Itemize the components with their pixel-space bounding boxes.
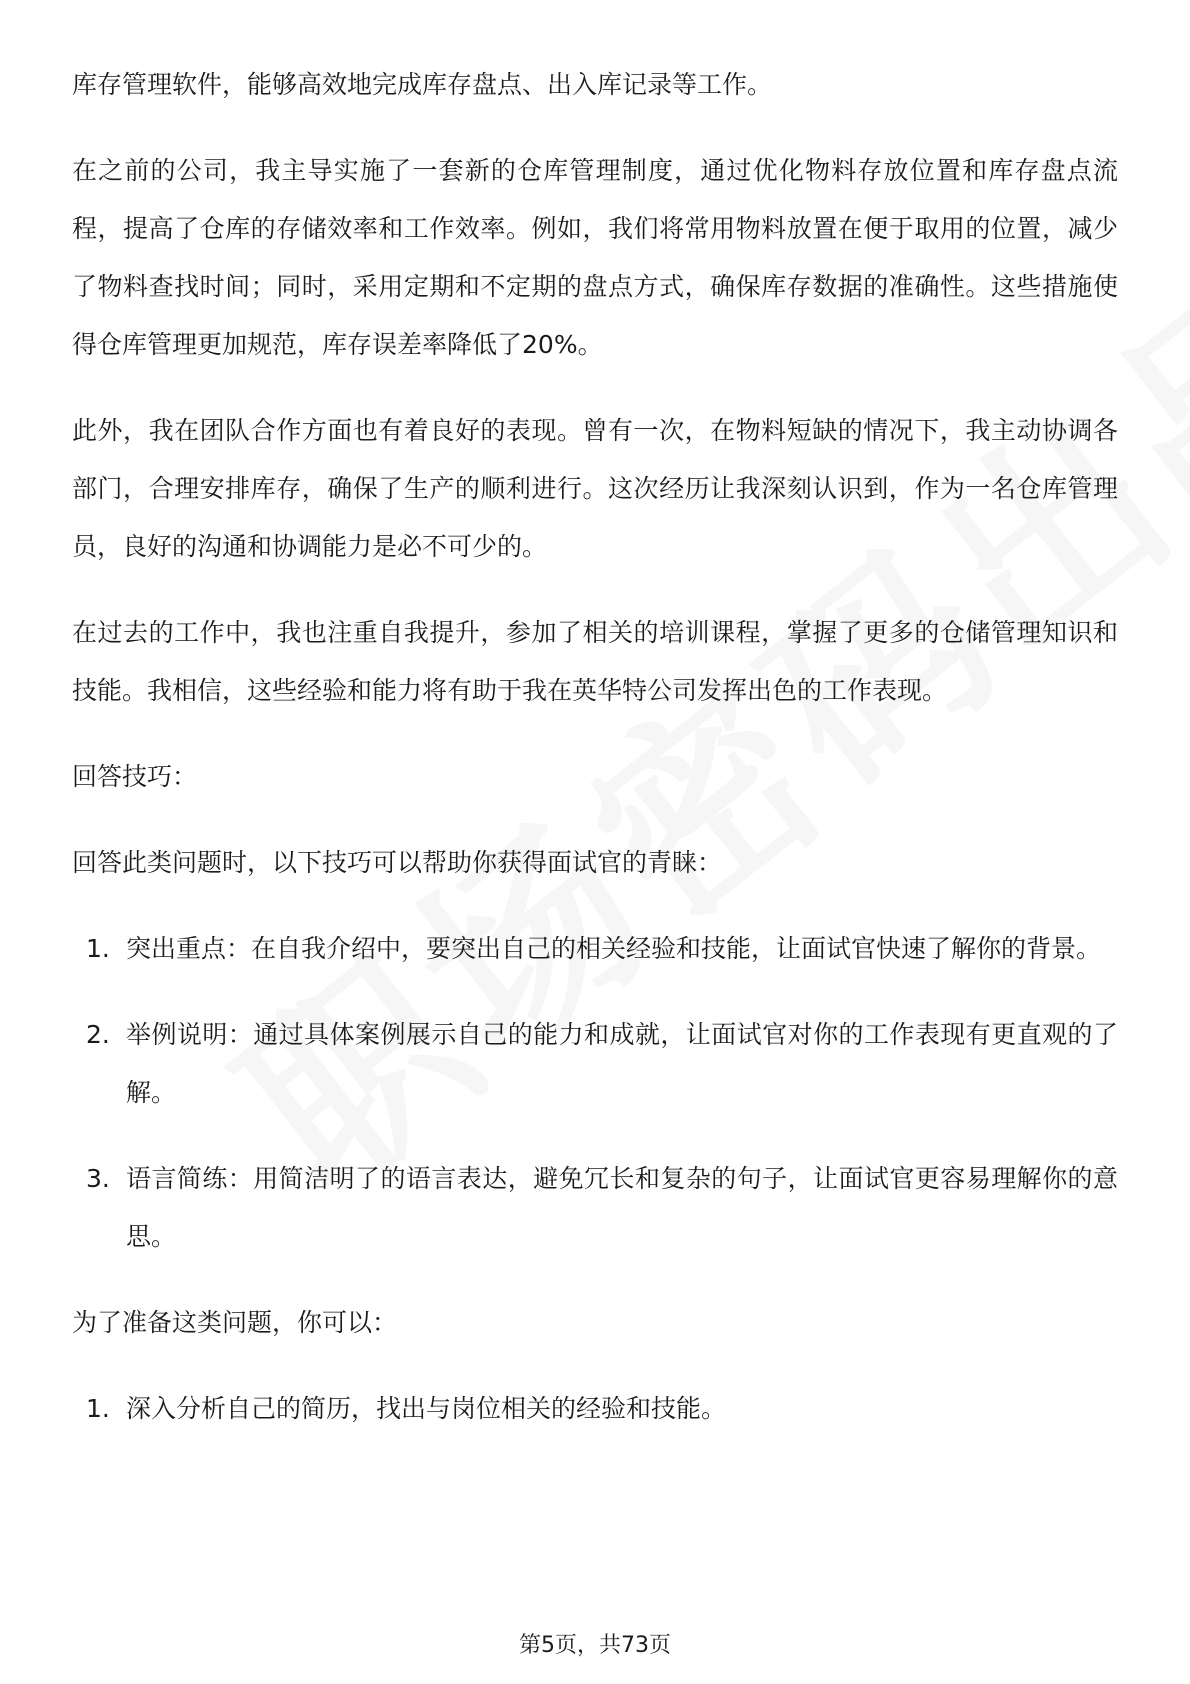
- paragraph-self-improvement: 在过去的工作中，我也注重自我提升，参加了相关的培训课程，掌握了更多的仓储管理知识和技能。我相信，这些经验和能力将有助于我在英华特公司发挥出色的工作表现。: [72, 618, 1118, 705]
- list-number: 3.: [86, 1164, 110, 1193]
- list-item-text: 举例说明：通过具体案例展示自己的能力和成就，让面试官对你的工作表现有更直观的了解。: [126, 1020, 1118, 1107]
- list-number: 1.: [86, 1394, 110, 1423]
- tips-list: [72, 920, 1118, 1266]
- list-item: [72, 1150, 1118, 1266]
- list-number: 1.: [86, 934, 110, 963]
- document-content: [72, 56, 1118, 1466]
- list-item: [72, 1006, 1118, 1122]
- page-number-footer: 第5页，共73页: [519, 1633, 671, 1658]
- section-heading-answer-tips: 回答技巧：: [72, 762, 198, 791]
- paragraph-tips-intro: 回答此类问题时，以下技巧可以帮助你获得面试官的青睐：: [72, 848, 723, 877]
- list-number: 2.: [86, 1020, 110, 1049]
- list-item: [72, 1380, 1118, 1438]
- prep-list: [72, 1380, 1118, 1438]
- paragraph-prep-intro: 为了准备这类问题，你可以：: [72, 1308, 398, 1337]
- list-item-text: 深入分析自己的简历，找出与岗位相关的经验和技能。: [126, 1394, 727, 1423]
- paragraph-intro-continuation: 库存管理软件，能够高效地完成库存盘点、出入库记录等工作。: [72, 70, 773, 99]
- paragraph-teamwork: 此外，我在团队合作方面也有着良好的表现。曾有一次，在物料短缺的情况下，我主动协调各部门，合理安排库存，确保了生产的顺利进行。这次经历让我深刻认识到，作为一名仓库管理员，良好的沟通和协调能力是必不可少的。: [72, 416, 1118, 561]
- paragraph-warehouse-system: 在之前的公司，我主导实施了一套新的仓库管理制度，通过优化物料存放位置和库存盘点流程，提高了仓库的存储效率和工作效率。例如，我们将常用物料放置在便于取用的位置，减少了物料查找时间；同时，采用定期和不定期的盘点方式，确保库存数据的准确性。这些措施使得仓库管理更加规范，库存误差率降低了20%。: [72, 156, 1118, 359]
- list-item-text: 突出重点：在自我介绍中，要突出自己的相关经验和技能，让面试官快速了解你的背景。: [126, 934, 1102, 963]
- list-item-text: 语言简练：用简洁明了的语言表达，避免冗长和复杂的句子，让面试官更容易理解你的意思。: [126, 1164, 1118, 1251]
- list-item: [72, 920, 1118, 978]
